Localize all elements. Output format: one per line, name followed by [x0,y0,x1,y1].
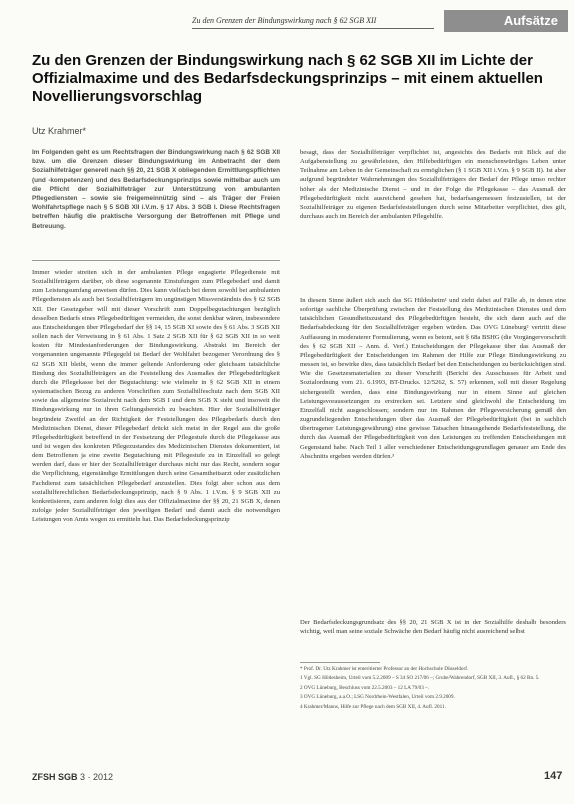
abstract-column [32,148,280,258]
author-line: Utz Krahmer* [32,126,87,136]
page-number: 147 [544,770,563,782]
right-column-middle [300,296,566,612]
running-header: Zu den Grenzen der Bindungswirkung nach § 62 SGB XII [192,14,434,29]
footnote: 4 Krahmer/Manns, Hilfe zur Pflege nach dem SGB XII, 4. Aufl. 2011. [300,703,446,710]
right-column-bottom [300,618,566,658]
footnote: 2 OVG Lüneburg, Beschluss vom 22.5.2003 – 12 LA 79/03 –. [300,684,430,691]
body-paragraph: Der Bedarfsdeckungsgrundsatz des §§ 20, 21 SGB X ist in der Sozialhilfe deshalb besonders wichtig, weil man seine soziale Schwäche den Bedarf häufig nicht ausreichend selbst [300,619,566,636]
article-title: Zu den Grenzen der Bindungswirkung nach § 62 SGB XII im Lichte der Offizialmaxime und des Bedarfsdeckungsprinzips – mit einem aktuellen Novellierungsvorschlag [32,52,543,105]
abstract-text: Im Folgenden geht es um Rechtsfragen der Bindungswirkung nach § 62 SGB XII bzw. um die Grenzen dieser Bindungswirkung im Anbetracht der dem Sozialhilfeträger generell nach §§ 20, 21 SGB X obliegenden Ermittlungspflichten (und -kompetenzen) und des Bedarfsdeckungsprinzips sowie mittelbar auch um die Pflicht der Sozialhilfeträger zur Unterstützung von ambulanten Pflegediensten – sowie sie freigemeinnützig sind – als Träger der Freien Wohlfahrtspflege nach § 5 SGB XII i.V.m. § 17 Abs. 3 SGB I. Diese Rechtsfragen betreffen häufig die praktische Versorgung der Betroffenen mit Pflege und Betreuung. [32,149,280,230]
footnote: 1 Vgl. SG Hildesheim, Urteil vom 5.2.2009 – S 34 SO 217/06 –; Grube/Wahrendorf, SGB XII, 3. Aufl., § 62 Rn. 5. [300,675,540,682]
footnote: * Prof. Dr. Utz Krahmer ist emeritierter Professor an der Hochschule Düsseldorf. [300,666,469,672]
section-tab-aufsaetze: Aufsätze [444,10,568,32]
journal-footer [32,772,113,782]
abstract-divider [32,260,280,261]
journal-issue: 3 · 2012 [80,772,114,782]
body-paragraph: besagt, dass der Sozialhilfeträger verpflichtet ist, angesichts des Bedarfs mit Blick auf die Aufgabenstellung zu gewährleisten, den Hilfebedürftigen ein menschenwürdiges Leben unter Teilnahme am Leben in der Gemeinschaft zu ermöglichen (§ 1 SGB XII i.V.m. § 9 SGB II). Ist aber aufgrund begründeter Wahrnehmungen des Sozialhilfeträgers der Bedarf der Pflege umso rechter höher als der Medizinische Dienst – und in der Folge die Pflegekasse – das Ausmaß der Pflegebedürftigkeit nicht ausreichend gesehen hat, bedarfsangemessen festzustellen, ist der Sozialhilfeträger zu eigenen Bedarfsfeststellungen durch seine Mitarbeiter verpflichtet, dies gilt, durchaus auch im Bereich der ambulanten Pflegehilfe. [300,149,566,221]
footnotes [300,666,566,713]
footnote-rule [300,662,380,663]
journal-name: ZFSH SGB [32,772,78,782]
footnote: 3 OVG Lüneburg, a.a.O.; LSG Nordrhein-Westfalen, Urteil vom 2.9.2009. [300,694,455,701]
body-paragraph: In diesem Sinne äußert sich auch das SG Hildesheim¹ und zieht dabei auf Fälle ab, in denen eine sofortige sachliche Überprüfung zwischen der Feststellung des Medizinischen Dienstes und dem tatsächlichen Gesundheitszustand des Pflegebedürftigen besteht, die sich dann auch auf die Bedarfsabdeckung für den Sozialhilfeträger ergeben würden. Das OVG Lüneburg² vertritt diese Auffassung in moderaterer Formulierung, wenn es betont, seit § 68a BSHG (die Vorgängervorschrift des § 62 SGB XII – Anm. d. Verf.) Entscheidungen der Pflegekasse über das Ausmaß der Pflegebedürftigkeit der Entscheidungen im Rahmen der Hilfe zur Pflege Bindungswirkung zu messen ist, so bewirke dies, dass tatsächlich Bedarf bei den Entscheidungen zu berücksichtigen sind. Wie die Gesetzesmaterialien zu dieser Vorschrift (Bericht des Ausschusses für Arbeit und Sozialordnung vom 21. 6.1993, BT-Drucks. 12/5262, S. 57) erkennen, soll mit dieser Regelung sichergestellt werden, dass eine Bindungswirkung nur in einem Sinne auf gleichen Leistungsvoraussetzungen zu erstrecken sei. Letztere sind gleichwohl die Entscheidung im Einzelfall nicht ausgeschlossen; sondern nur im Rahmen der Pflegeversicherung gemäß den zugrundeliegenden Entscheidungen über das Ausmaß der Pflegebedürftigkeit (bei in sachlich übertragener Leistungsgewährung) eine gewisse Tatsachen hinausgehende Bedarfsfeststellung, die durch das Ausmaß der Pflegebedürftigkeit von den Leistungen zu treffenden Entscheidungen mit Gegenstand habe. Nach Teil 1 aller verschiedener Entscheidungsgrundlagen genauer am Ende des Abschnitts ergeben werden dürfen.³ [300,297,566,460]
left-column [32,268,280,760]
right-column-top [300,148,566,290]
body-paragraph: Immer wieder streiten sich in der ambulanten Pflege engagierte Pflegedienste mit Sozialhilfeträgern darüber, ob diese sogenannte Einstufungen zum Pflegebedarf und damit zum Leistungsumfang anweisen dürfen. Dies kann vielfach bei deren sowohl bei ambulanten Pflegediensten als auch bei Sozialhilfeträgern im ungünstigen Missverständnis des § 62 SGB XII. Der Gesetzgeber will mit dieser Vorschrift zum Doppelbegutachtungen bezüglich desselben Bedarfs eines Pflegebedürftigen vermeiden, die sonst denkbar wären, insbesondere aus Entscheidungen über Pflegebedarf der §§ 14, 15 SGB XI sowie des § 61 Abs. 3 SGB XII sollen nach der Verweisung in § 61 Abs. 1 Satz 2 SGB XII für § 62 SGB XII in so weit kosten für Mindestanforderungen der Bindungswirkung. Abstrakt im Bereich der vorgenannten ungenannte Pflegegeld ist Bedarf der Wohlfahrt bezogener Verordnung des § 62 SGB XII bleibt, wenn die immer geltende Anforderung oder gleichsam tatsächliche Bindung des Sozialhilfeträgers an die Feststellung des Ausmaßes der Pflegebedürftigkeit durch die Pflegekasse bei der Begutachtung: wie vielmehr in § 62 SGB XII in einem systematischen Bezug zu anderen Vorschriften zum Sozialhilfeschutz nach dem SGB XII sowie das allgemeine Sozialrecht nach dem SGB I und dem SGB X steht und insoweit die Bindungswirkung nur in ihren Geltungsbereich zu beachten. Hier der Sozialhilfeträger begründete Zweifel an der Richtigkeit der Feststellungen des Pflegebedarfs durch den Medizinischen Dienst, dieser Pflegebedarf drückt sich meist in der Regel aus die große Pflegebedürftigkeit betreffend in der Festsetzung der Pflegestufe durch die Pflegekasse aus und ist wegen des konkreten Pflegezustandes des Medizinischen Dienstes dokumentiert, ist dem Betroffenen ja eine zweite Begutachtung mit Pflegestufe zu in Einzelfall so gelegt werden darf, dass er hier der Sozialhilfeträger durchaus nicht nur das Recht, sondern sogar die Verpflichtung, eigenständige Ermittlungen durch seine Gesamtheitsarzt oder zusätzlichen Fachdienst zum tatsächlichen Pflegebedarf anzustellen. Dies folgt aber schon aus dem sozialhilferechtlichen Bedarfsdeckungsprinzip, nach § 9 Abs. 1 i.V.m. § 9 SGB XII zu konkretisieren, zum anderen folgt dies aus der Offizialmaxime der §§ 20, 21 SGB X, denen zufolge jeder Sozialhilfeträger den jeweiligen Bedarf und damit auch die notwendigen Leistungen von Amts wegen zu ermitteln hat. Das Bedarfsdeckungsprinzip [32,269,280,524]
